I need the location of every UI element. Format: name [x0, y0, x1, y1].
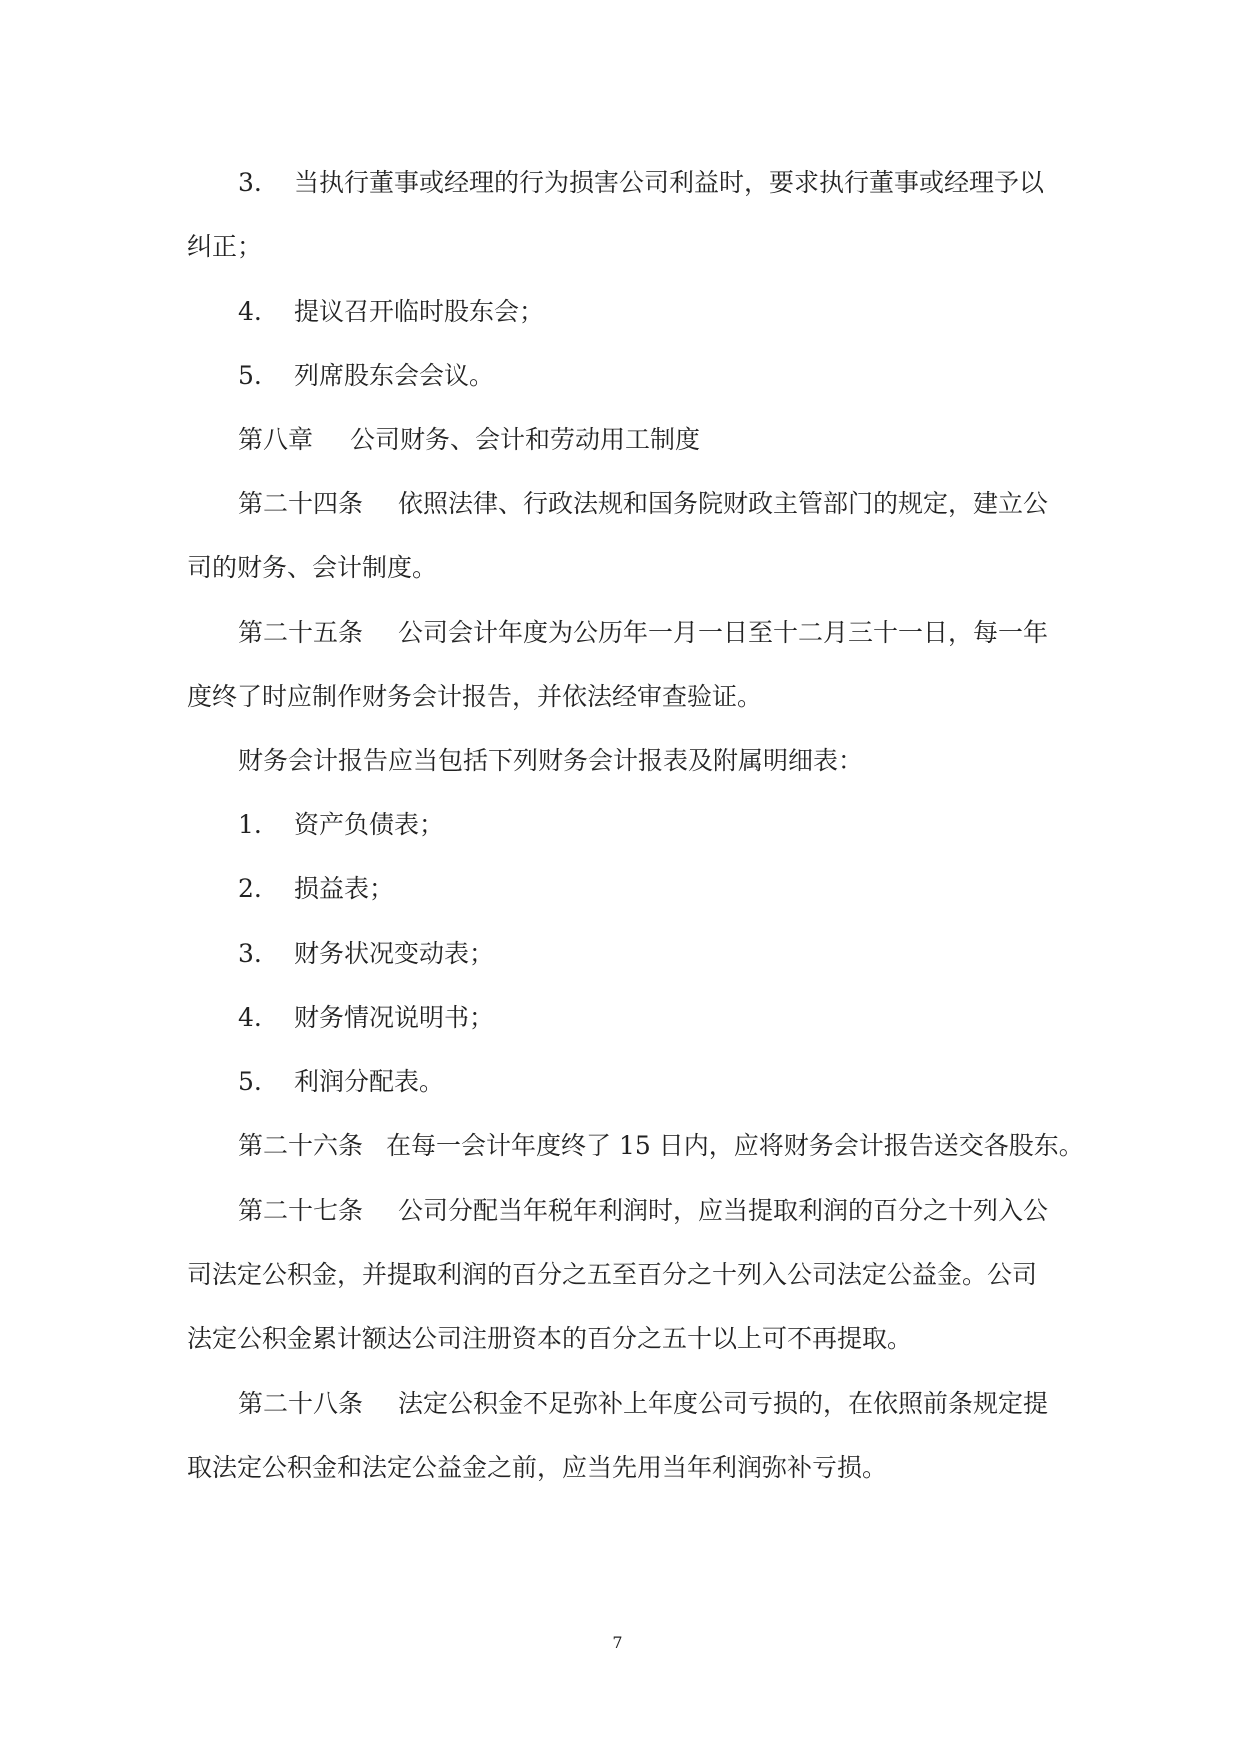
list-item [238, 1003, 494, 1033]
paragraph-text: 依照法律、行政法规和国务院财政主管部门的规定，建立公 [398, 489, 1049, 518]
list-item [238, 874, 394, 904]
paragraph-line [238, 746, 863, 776]
paragraph-text: 损益表； [294, 874, 395, 903]
article-line [238, 1131, 1084, 1161]
paragraph-text: 当执行董事或经理的行为损害公司利益时，要求执行董事或经理予以 [294, 168, 1045, 197]
list-item [238, 168, 1044, 198]
paragraph-text: 司法定公积金，并提取利润的百分之五至百分之十列入公司法定公益金。公司 [187, 1260, 1038, 1289]
list-item [238, 810, 444, 840]
list-number: 3. [238, 168, 262, 197]
chapter-heading [238, 425, 700, 455]
paragraph-text: 纠正； [187, 232, 263, 261]
list-number: 4. [238, 297, 262, 326]
article-line [238, 1196, 1048, 1226]
paragraph-text: 度终了时应制作财务会计报告，并依法经审查验证。 [187, 682, 763, 711]
paragraph-text: 资产负债表； [294, 810, 445, 839]
paragraph-text: 取法定公积金和法定公益金之前，应当先用当年利润弥补亏损。 [187, 1453, 888, 1482]
paragraph-text: 提议召开临时股东会； [294, 297, 545, 326]
paragraph-text: 财务状况变动表； [294, 939, 495, 968]
paragraph-text: 公司会计年度为公历年一月一日至十二月三十一日，每一年 [398, 618, 1049, 647]
list-item [238, 1067, 444, 1097]
list-item [238, 297, 544, 327]
chapter-label: 第八章 [238, 425, 314, 454]
paragraph-line [187, 1453, 887, 1483]
article-line [238, 1389, 1048, 1419]
paragraph-text: 法定公积金累计额达公司注册资本的百分之五十以上可不再提取。 [187, 1324, 913, 1353]
list-item [238, 939, 494, 969]
paragraph-line [187, 553, 437, 583]
paragraph-text: 法定公积金不足弥补上年度公司亏损的，在依照前条规定提 [398, 1389, 1049, 1418]
paragraph-text: 公司分配当年税年利润时，应当提取利润的百分之十列入公 [398, 1196, 1049, 1225]
article-label: 第二十五条 [238, 618, 364, 647]
paragraph-line [187, 232, 262, 262]
article-label: 第二十七条 [238, 1196, 364, 1225]
chapter-title: 公司财务、会计和劳动用工制度 [350, 425, 701, 454]
list-number: 5. [238, 1067, 262, 1096]
list-number: 4. [238, 1003, 262, 1032]
list-number: 5. [238, 361, 262, 390]
article-label: 第二十八条 [238, 1389, 364, 1418]
paragraph-text: 财务会计报告应当包括下列财务会计报表及附属明细表： [238, 746, 864, 775]
list-item [238, 361, 494, 391]
paragraph-line [187, 682, 762, 712]
list-number: 3. [238, 939, 262, 968]
article-line [238, 618, 1048, 648]
article-line [238, 489, 1048, 519]
paragraph-line [187, 1260, 1037, 1290]
paragraph-text: 在每一会计年度终了 15 日内，应将财务会计报告送交各股东。 [386, 1131, 1084, 1160]
paragraph-text: 财务情况说明书； [294, 1003, 495, 1032]
paragraph-text: 列席股东会会议。 [294, 361, 495, 390]
list-number: 1. [238, 810, 262, 839]
paragraph-line [187, 1324, 912, 1354]
paragraph-text: 利润分配表。 [294, 1067, 445, 1096]
paragraph-text: 司的财务、会计制度。 [187, 553, 438, 582]
page-number: 7 [612, 1633, 623, 1652]
article-label: 第二十四条 [238, 489, 364, 518]
article-label: 第二十六条 [238, 1131, 364, 1160]
list-number: 2. [238, 874, 262, 903]
